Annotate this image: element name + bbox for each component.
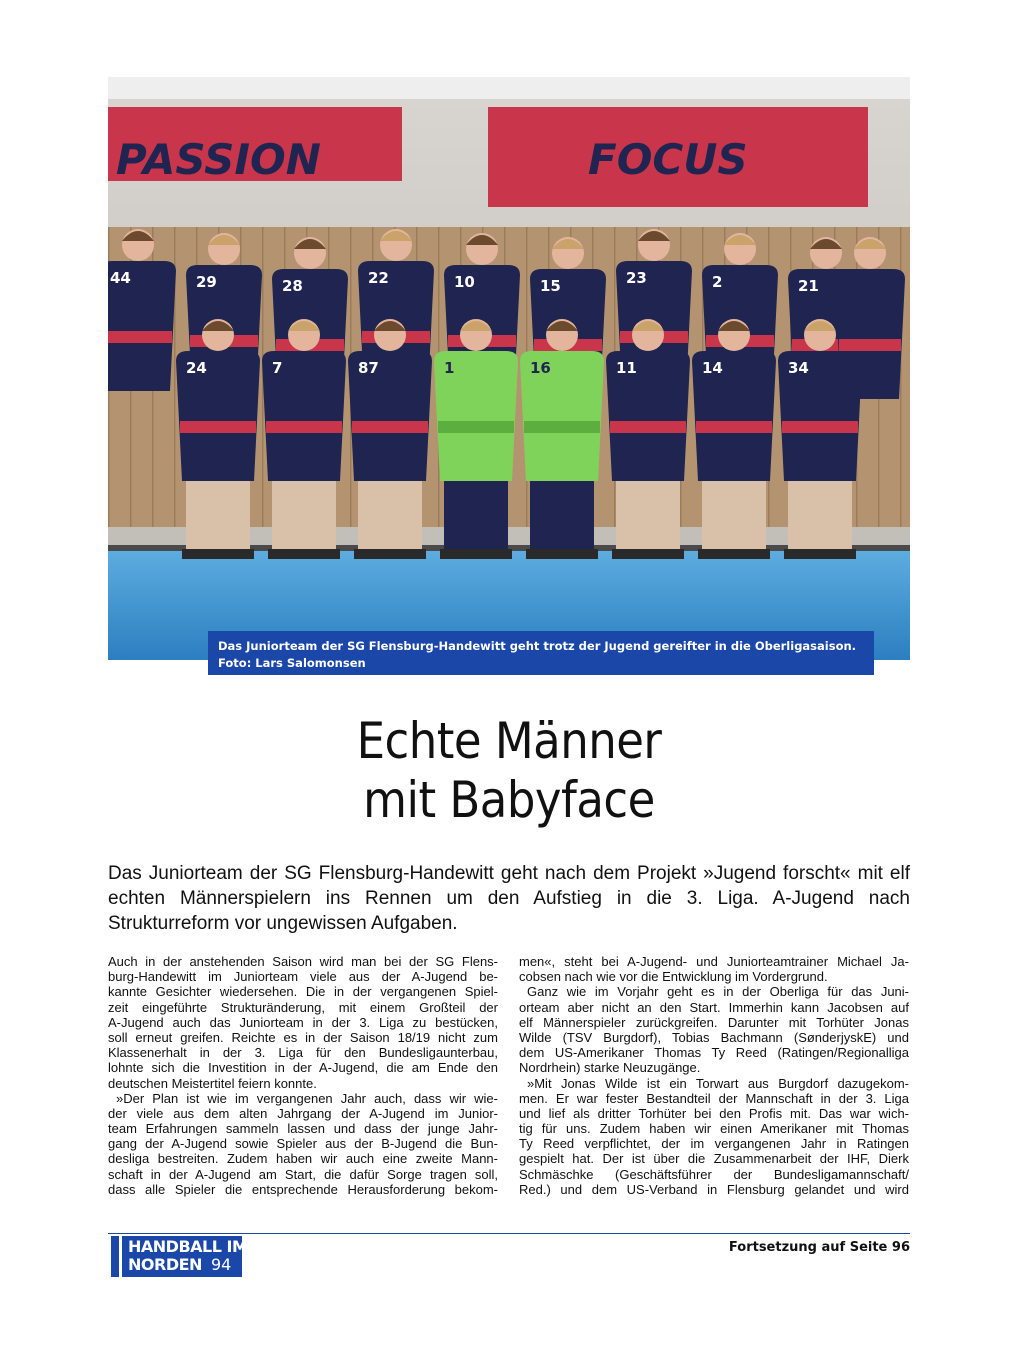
jersey-number: 24 xyxy=(186,359,207,377)
body-line: orteam aber nicht an den Start. Immerhin kann Jacobsen auf xyxy=(519,999,909,1015)
jersey-number: 21 xyxy=(798,277,819,295)
body-line: lohnte sich die Investition in der A-Jugend, die am Ende den xyxy=(108,1060,498,1076)
jersey-number: 28 xyxy=(282,277,303,295)
body-line: Ty Reed verpflichtet, der im vergangenen Jahr in Ratingen xyxy=(519,1136,909,1152)
body-line: kannte Gesichter wiedersehen. Die in der vergangenen Spiel- xyxy=(108,984,498,1000)
player-front-14 xyxy=(692,319,776,559)
jersey-number: 44 xyxy=(110,269,131,287)
player-front-1 xyxy=(434,319,518,559)
jersey-number: 14 xyxy=(702,359,723,377)
body-line: Ganz wie im Vorjahr geht es in der Oberliga für das Juni- xyxy=(527,984,909,1000)
jersey-number: 87 xyxy=(358,359,379,377)
player-front-16 xyxy=(520,319,604,559)
photo-caption xyxy=(208,631,874,675)
body-line: gespielt hat. Der ist über die Zusammenarbeit der IHF, Dierk xyxy=(519,1151,909,1167)
footer-divider xyxy=(108,1233,910,1234)
body-line: zeit eingeführte Strukturänderung, mit einem Großteil der xyxy=(108,999,498,1015)
body-line: »Mit Jonas Wilde ist ein Torwart aus Burgdorf dazugekom- xyxy=(527,1075,909,1091)
body-line: elf Männerspieler zurückgreifen. Darunter mit Torhüter Jonas xyxy=(519,1014,909,1030)
jersey-number: 22 xyxy=(368,269,389,287)
body-line: team Erfahrungen sammeln lassen und dass der junge Jahr- xyxy=(108,1121,498,1137)
body-line: »Der Plan ist wie im vergangenen Jahr auch, dass wir wie- xyxy=(116,1090,498,1106)
jersey-number: 7 xyxy=(272,359,283,377)
team-photo-graphic xyxy=(108,77,910,660)
jersey-number: 15 xyxy=(540,277,561,295)
body-line: men. Er war fester Bestandteil der Mannschaft in der 3. Liga xyxy=(519,1090,909,1106)
continuation-note: Fortsetzung auf Seite 96 xyxy=(728,1240,910,1255)
logo-line-2: NORDEN xyxy=(128,1255,202,1274)
body-column-left xyxy=(108,954,498,1197)
jersey-number: 16 xyxy=(530,359,551,377)
player-front-34 xyxy=(778,319,862,559)
body-line: Auch in der anstehenden Saison wird man bei der SG Flens- xyxy=(108,954,498,969)
jersey-number: 1 xyxy=(444,359,455,377)
body-column-right xyxy=(519,954,909,1197)
body-line: Red.) und dem US-Verband in Flensburg gelandet und wird xyxy=(519,1181,909,1197)
body-line: A-Jugend auch das Juniorteam in der 3. Liga zu bestücken, xyxy=(108,1014,498,1030)
body-line: Nordrhein) starke Neuzugänge. xyxy=(519,1060,701,1076)
body-line: soll erneut greifen. Reichte es in der Saison 18/19 nicht zum xyxy=(108,1029,498,1045)
body-line: Klassenerhalt in der 3. Liga für den Bundesligaunterbau, xyxy=(108,1045,498,1061)
headline-line-1: Echte Männer xyxy=(356,712,662,770)
body-line: der viele aus dem alten Jahrgang der A-Jugend im Junior- xyxy=(108,1105,498,1121)
lead-paragraph: Das Juniorteam der SG Flensburg-Handewitt geht nach dem Projekt »Jugend forscht« mit elf echten Männerspielern ins Rennen um den Aufstieg in die 3. Liga. A-Jugend nach Strukturreform vor ungewissen Aufgaben. xyxy=(108,863,910,934)
photo-credit: Foto: Lars Salomonsen xyxy=(218,656,366,670)
jersey-number: 29 xyxy=(196,273,217,291)
body-line: tig für uns. Zudem haben wir einen Amerikaner mit Thomas xyxy=(519,1121,909,1137)
player-front-87 xyxy=(348,319,432,559)
page-number: 94 xyxy=(211,1255,232,1274)
magazine-logo xyxy=(108,1236,248,1277)
logo-line-1: HANDBALL IM xyxy=(128,1237,248,1256)
banner-left-text: PASSION xyxy=(116,135,321,184)
player-front-24 xyxy=(176,319,260,559)
jersey-number: 11 xyxy=(616,359,637,377)
body-line: und lief als dritter Torhüter bei den Profis mit. Das war wich- xyxy=(519,1105,909,1121)
player-front-11 xyxy=(606,319,690,559)
body-line: gang der A-Jugend sowie Spieler aus der B-Jugend die Bun- xyxy=(108,1136,498,1152)
banner-right-text: FOCUS xyxy=(588,135,748,184)
headline xyxy=(108,712,910,830)
jersey-number: 10 xyxy=(454,273,475,291)
body-line: dem US-Amerikaner Thomas Ty Reed (Ratingen/Regionalliga xyxy=(519,1045,909,1061)
body-line: cobsen nach wie vor die Entwicklung im Vordergrund. xyxy=(519,969,828,985)
player-front-7 xyxy=(262,319,346,559)
headline-line-2: mit Babyface xyxy=(363,771,655,829)
body-line: dass alle Spieler die entsprechende Herausforderung bekom- xyxy=(108,1181,498,1197)
jersey-number: 23 xyxy=(626,269,647,287)
jersey-number: 34 xyxy=(788,359,809,377)
jersey-number: 2 xyxy=(712,273,723,291)
logo-stripe xyxy=(108,1236,122,1277)
body-line: deutschen Meistertitel feiern konnte. xyxy=(108,1075,317,1091)
caption-text: Das Juniorteam der SG Flensburg-Handewitt geht trotz der Jugend gereifter in die Oberligasaison. xyxy=(218,639,857,653)
body-line: desliga bestreiten. Zudem haben wir auch eine zweite Mann- xyxy=(108,1151,498,1167)
body-line: men«, steht bei A-Jugend- und Juniorteamtrainer Michael Ja- xyxy=(519,954,909,969)
team-photo xyxy=(108,77,910,660)
body-line: schaft in der A-Jugend am Start, die dafür Sorge tragen soll, xyxy=(108,1166,498,1182)
body-line: Wilde (TSV Burgdorf), Tobias Bachmann (SønderjyskE) und xyxy=(519,1029,909,1045)
body-line: Schmäschke (Geschäftsführer der Bundesligamannschaft/ xyxy=(519,1166,909,1182)
body-line: burg-Handewitt im Juniorteam viele aus der A-Jugend be- xyxy=(108,969,498,985)
